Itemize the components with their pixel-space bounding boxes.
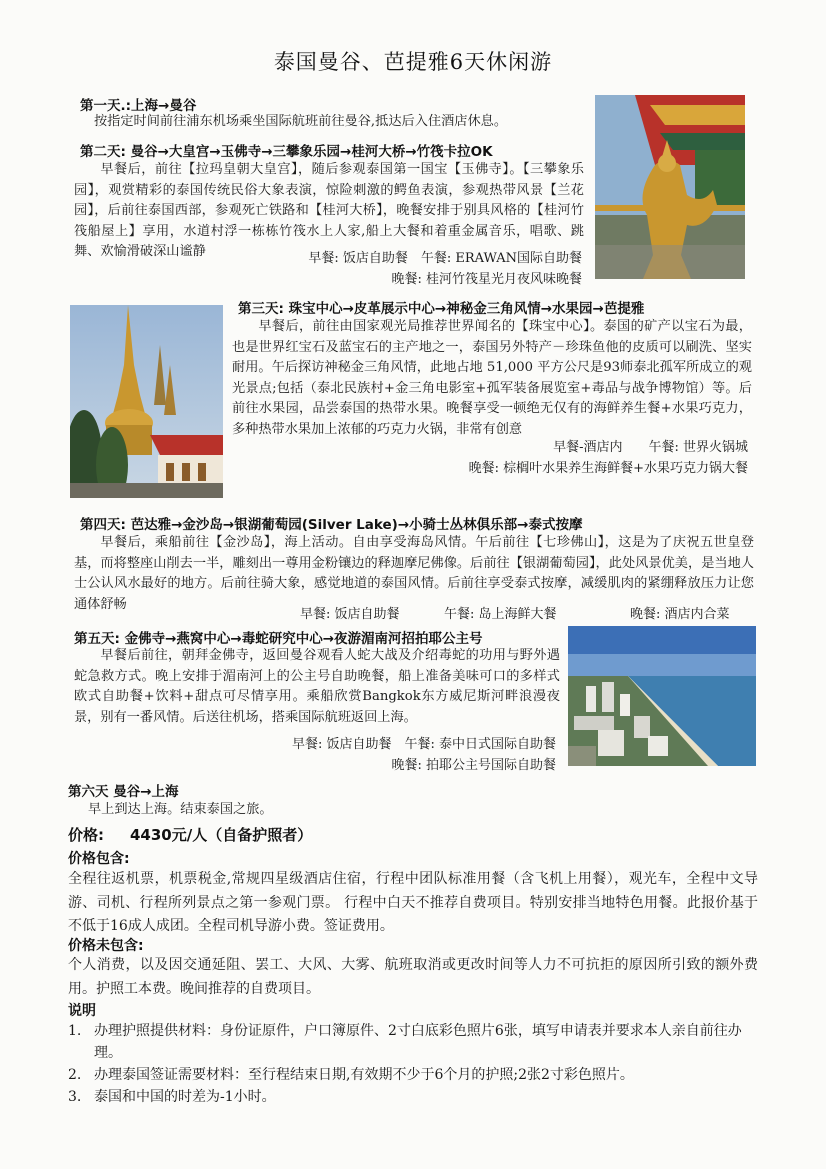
day2-meal-line1: 早餐: 饭店自助餐 午餐: ERAWAN国际自助餐: [308, 251, 582, 266]
golden-stupa-photo: [70, 305, 223, 498]
day4-meal-breakfast: 早餐: 饭店自助餐: [300, 607, 400, 622]
day2-meals: [308, 249, 582, 290]
note-item-3: [68, 1086, 758, 1108]
note-text: 办理护照提供材料：身份证原件，户口簿原件、2寸白底彩色照片6张，填写申请表并要求本人亲自前往办理。: [94, 1023, 742, 1061]
day6-text: 早上到达上海。结束泰国之旅。: [88, 802, 273, 817]
day5-meal-line2: 晚餐: 拍耶公主号国际自助餐: [391, 757, 556, 773]
note-number: 2.: [68, 1067, 82, 1083]
includes-heading: 价格包含:: [68, 851, 130, 867]
day2-text: 早餐后，前往【拉玛皇朝大皇宫】，随后参观泰国第一国宝【玉佛寺】。【三攀象乐园】，观赏精彩的泰国传统民俗大象表演，惊险刺激的鳄鱼表演，参观热带风景【兰花园】，后前往泰国西部，参观死亡铁路和【桂河大桥】，晚餐安排于别具风格的【桂河竹筏船屋上】享用，水道村浮一栋栋竹筏水上人家,船上大餐和着重金属音乐，唱歌、跳舞、欢愉滑破深山谧静: [74, 162, 584, 259]
day4-text: 早餐后，乘船前往【金沙岛】，海上活动。自由享受海岛风情。午后前往【七珍佛山】，这是为了庆祝五世皇登基，而将整座山削去一半，雕刻出一尊用金粉镶边的释迦摩尼佛像。后前往【银湖葡萄园】，此处风景优美，是当地人士公认风水最好的地方。后前往骑大象，感觉地道的泰国风情。后前往享受泰式按摩，减缓肌肉的紧绷释放压力让您通体舒畅: [74, 535, 754, 612]
notes-heading: 说明: [68, 1003, 96, 1019]
pattaya-beach-photo: [568, 626, 756, 766]
day3-meal-line2: 晚餐: 棕榈叶水果养生海鲜餐+水果巧克力锅大餐: [468, 460, 748, 476]
day3-heading: 第三天: 珠宝中心→皮革展示中心→神秘金三角风情→水果园→芭提雅: [238, 301, 645, 317]
day4-heading: 第四天: 芭达雅→金沙岛→银湖葡萄园(Silver Lake)→小骑士丛林俱乐部→泰式按摩: [80, 517, 583, 533]
day3-meal-line1: 早餐-酒店内 午餐: 世界火锅城: [553, 440, 748, 455]
note-number: 3.: [68, 1089, 82, 1105]
day4-meal-dinner: 晚餐: 酒店内合菜: [630, 607, 730, 622]
day2-meal-line2: 晚餐: 桂河竹筏星光月夜风味晚餐: [391, 271, 582, 287]
price-value: 4430元/人（自备护照者）: [130, 826, 313, 844]
day1-text: 按指定时间前往浦东机场乘坐国际航班前往曼谷,抵达后入住酒店休息。: [94, 114, 508, 129]
note-text: 办理泰国签证需要材料：至行程结束日期,有效期不少于6个月的护照;2张2寸彩色照片。: [94, 1067, 634, 1083]
note-item-1: [68, 1020, 758, 1064]
day5-meal-line1: 早餐: 饭店自助餐 午餐: 泰中日式国际自助餐: [291, 737, 556, 752]
page-title: 泰国曼谷、芭提雅6天休闲游: [273, 50, 553, 74]
grand-palace-statue-photo: [595, 95, 745, 279]
excludes-heading: 价格未包含:: [68, 938, 144, 954]
day4-meal-lunch: 午餐: 岛上海鲜大餐: [444, 607, 557, 622]
note-text: 泰国和中国的时差为-1小时。: [94, 1089, 276, 1105]
note-item-2: [68, 1064, 758, 1086]
day5-meals: [292, 735, 556, 776]
price-label: 价格:: [68, 826, 104, 844]
day6-heading: 第六天 曼谷→上海: [68, 784, 179, 800]
excludes-text: 个人消费，以及因交通延阻、罢工、大风、大雾、航班取消或更改时间等人力不可抗拒的原因所引致的额外费用。护照工本费。晚间推荐的自费项目。: [68, 957, 758, 997]
day2-heading: 第二天: 曼谷→大皇宫→玉佛寺→三攀象乐园→桂河大桥→竹筏卡拉OK: [80, 144, 493, 160]
includes-text: 全程往返机票，机票税金,常规四星级酒店住宿，行程中团队标准用餐（含飞机上用餐），观光车，全程中文导游、司机、行程所列景点之第一参观门票。 行程中白天不推荐自费项目。特别安排当地特色用餐。此报价基于不低于16成人成团。全程司机导游小费。签证费用。: [68, 871, 758, 934]
note-number: 1.: [68, 1023, 82, 1039]
day1-heading: 第一天.:上海→曼谷: [80, 98, 197, 114]
day5-heading: 第五天: 金佛寺→燕窝中心→毒蛇研究中心→夜游湄南河招拍耶公主号: [74, 631, 483, 647]
day3-text: 早餐后，前往由国家观光局推荐世界闻名的【珠宝中心】。泰国的矿产以宝石为最，也是世界红宝石及蓝宝石的主产地之一，泰国另外特产－珍珠鱼他的皮质可以刷洗、坚实耐用。午后探访神秘金三角风情，此地占地 51,000 平方公尺是93师泰北孤军所成立的观光景点;包括（泰北民族村+金三角电影室+孤军装备展览室+毒品与战争博物馆）等。后前往水果园，品尝泰国的热带水果。晚餐享受一顿绝无仅有的海鲜养生餐+水果巧克力，多种热带水果加上浓郁的巧克力火锅，非常有创意: [232, 319, 752, 437]
day3-meals: [469, 438, 748, 479]
day5-text: 早餐后前往，朝拜金佛寺，返回曼谷观看人蛇大战及介绍毒蛇的功用与野外遇蛇急救方式。晚上安排于湄南河上的公主号自助晚餐，船上准备美味可口的多样式欧式自助餐+饮料+甜点可尽情享用。乘船欣赏Bangkok东方威尼斯河畔浪漫夜景，别有一番风情。后送往机场，搭乘国际航班返回上海。: [74, 648, 560, 725]
